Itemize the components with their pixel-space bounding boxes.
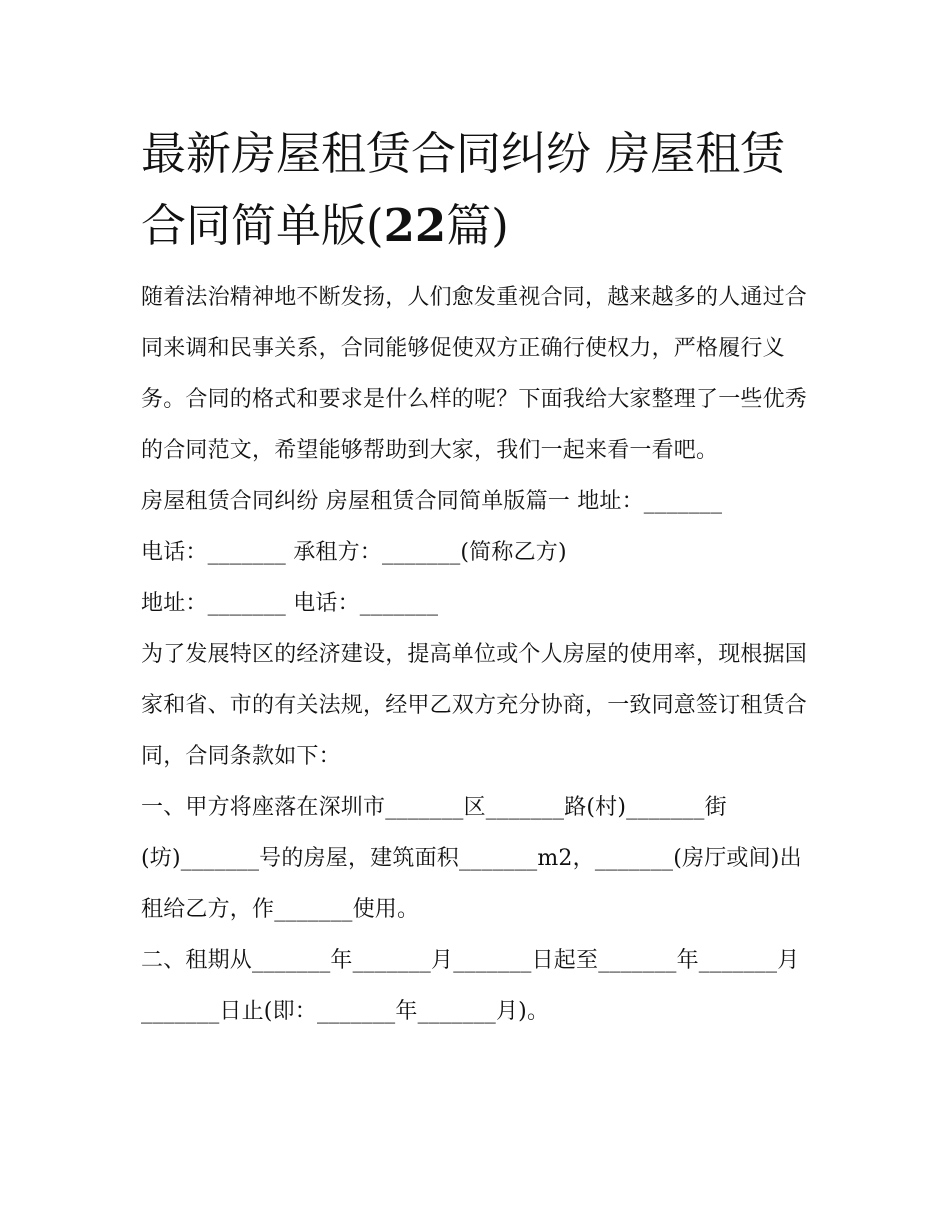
intro-paragraph: 随着法治精神地不断发扬，人们愈发重视合同，越来越多的人通过合同来调和民事关系，合同能够促使双方正确行使权力，严格履行义务。合同的格式和要求是什么样的呢？下面我给大家整理了一些优秀的合同范文，希望能够帮助到大家，我们一起来看一看吧。 <box>141 285 808 463</box>
clause-one: 一、甲方将座落在深圳市_______区_______路(村)_______街(坊)_______号的房屋，建筑面积_______m2，_______(房厅或间)出租给乙方，作_______使用。 <box>141 795 802 922</box>
clause-two: 二、租期从_______年_______月_______日起至_______年_______月_______日止(即：_______年_______月)。 <box>141 948 800 1024</box>
contract-heading-line: 房屋租赁合同纠纷 房屋租赁合同简单版篇一 地址：_______ <box>141 489 723 514</box>
preamble-paragraph: 为了发展特区的经济建设，提高单位或个人房屋的使用率，现根据国家和省、市的有关法规，经甲乙双方充分协商，一致同意签订租赁合同，合同条款如下： <box>141 642 808 769</box>
lessee-line: 电话：_______ 承租方：_______(简称乙方) <box>141 540 567 565</box>
document-body <box>141 118 813 1037</box>
title-count: 22 <box>383 199 447 252</box>
lessee-address-line: 地址：_______ 电话：_______ <box>141 591 439 616</box>
document-title: 最新房屋租赁合同纠纷 房屋租赁合同简单版(22篇) <box>141 127 786 252</box>
